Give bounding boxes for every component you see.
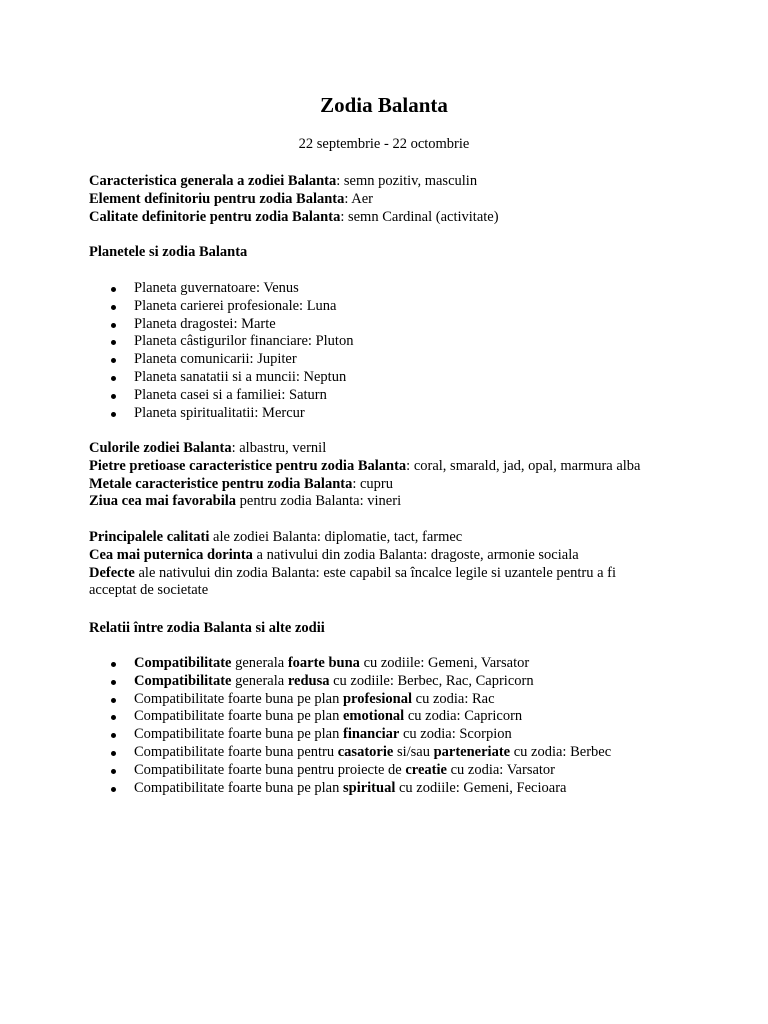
attributes-label-1: Culorile zodiei Balanta — [89, 440, 232, 456]
bullet-icon — [111, 358, 116, 363]
general-value-3: : semn Cardinal (activitate) — [340, 208, 499, 225]
planets-list — [89, 280, 689, 422]
qualities-line-2 — [89, 547, 649, 565]
bullet-icon — [111, 412, 116, 417]
list-item: Planeta spiritualitatii: Mercur — [89, 405, 689, 423]
attributes-label-4: Ziua cea mai favorabila — [89, 493, 237, 510]
bullet-icon — [111, 787, 116, 792]
list-item: Compatibilitate foarte buna pentru casatorie si/sau parteneriate cu zodia: Berbec — [89, 744, 689, 762]
attributes-section — [89, 440, 689, 511]
attributes-value-2: : coral, smarald, jad, opal, marmura alba — [406, 457, 641, 474]
attributes-value-3: : cupru — [352, 475, 394, 492]
qualities-label-2: Cea mai puternica dorinta — [89, 546, 253, 563]
bullet-icon — [111, 340, 116, 345]
list-item: Planeta carierei profesionale: Luna — [89, 298, 689, 316]
general-label-3: Calitate definitorie pentru zodia Balanta — [89, 208, 341, 225]
general-label-2: Element definitoriu pentru zodia Balanta — [89, 190, 345, 207]
general-line-1 — [89, 173, 689, 191]
attributes-value-1: : albastru, vernil — [231, 440, 327, 456]
list-item: Planeta sanatatii si a muncii: Neptun — [89, 369, 689, 387]
bullet-icon — [111, 715, 116, 720]
general-label-1: Caracteristica generala a zodiei Balanta — [89, 173, 337, 189]
list-item: Compatibilitate foarte buna pe plan emotional cu zodia: Capricorn — [89, 708, 689, 726]
list-item: Planeta comunicarii: Jupiter — [89, 351, 689, 369]
bullet-icon — [111, 323, 116, 328]
list-item: Compatibilitate foarte buna pe plan financiar cu zodia: Scorpion — [89, 726, 689, 744]
bullet-icon — [111, 680, 116, 685]
attributes-line-4 — [89, 493, 689, 511]
bullet-icon — [111, 305, 116, 310]
list-item: Planeta dragostei: Marte — [89, 316, 689, 334]
qualities-line-1 — [89, 529, 649, 547]
attributes-line-3 — [89, 476, 689, 494]
bullet-icon — [111, 662, 116, 667]
bullet-icon — [111, 733, 116, 738]
list-item: Compatibilitate foarte buna pe plan spiritual cu zodiile: Gemeni, Fecioara — [89, 780, 689, 798]
list-item: Compatibilitate generala redusa cu zodiile: Berbec, Rac, Capricorn — [89, 673, 689, 691]
attributes-label-2: Pietre pretioase caracteristice pentru zodia Balanta — [89, 457, 407, 474]
general-value-1: : semn pozitiv, masculin — [336, 173, 478, 189]
relations-list — [89, 655, 689, 797]
qualities-value-2: a nativului din zodia Balanta: dragoste, armonie sociala — [252, 546, 579, 563]
bullet-icon — [111, 287, 116, 292]
general-section — [89, 173, 689, 226]
page-title: Zodia Balanta — [320, 93, 448, 117]
list-item: Planeta câstigurilor financiare: Pluton — [89, 333, 689, 351]
bullet-icon — [111, 698, 116, 703]
list-item: Compatibilitate foarte buna pentru proiecte de creatie cu zodia: Varsator — [89, 762, 689, 780]
attributes-label-3: Metale caracteristice pentru zodia Balanta — [89, 475, 353, 492]
list-item: Compatibilitate foarte buna pe plan profesional cu zodia: Rac — [89, 691, 689, 709]
attributes-line-2 — [89, 458, 689, 476]
qualities-label-3: Defecte — [89, 564, 135, 581]
qualities-value-1: ale zodiei Balanta: diplomatie, tact, farmec — [209, 529, 463, 545]
qualities-label-1: Principalele calitati — [89, 529, 210, 545]
general-line-3 — [89, 209, 689, 227]
attributes-value-4: pentru zodia Balanta: vineri — [236, 493, 402, 510]
qualities-value-3: ale nativului din zodia Balanta: este capabil sa încalce legile si uzantele pentru a fi acceptat de societate — [89, 564, 616, 599]
planets-heading: Planetele si zodia Balanta — [89, 244, 248, 260]
list-item: Planeta guvernatoare: Venus — [89, 280, 689, 298]
bullet-icon — [111, 394, 116, 399]
list-item: Planeta casei si a familiei: Saturn — [89, 387, 689, 405]
relations-heading: Relatii între zodia Balanta si alte zodii — [89, 620, 325, 636]
planets-section — [89, 280, 689, 422]
bullet-icon — [111, 769, 116, 774]
bullet-icon — [111, 376, 116, 381]
date-range: 22 septembrie - 22 octombrie — [298, 136, 470, 152]
qualities-section — [89, 529, 649, 600]
bullet-icon — [111, 751, 116, 756]
attributes-line-1 — [89, 440, 689, 458]
relations-section — [89, 655, 689, 797]
list-item: Compatibilitate generala foarte buna cu zodiile: Gemeni, Varsator — [89, 655, 689, 673]
qualities-line-3 — [89, 565, 649, 601]
general-line-2 — [89, 191, 689, 209]
general-value-2: : Aer — [344, 190, 373, 207]
